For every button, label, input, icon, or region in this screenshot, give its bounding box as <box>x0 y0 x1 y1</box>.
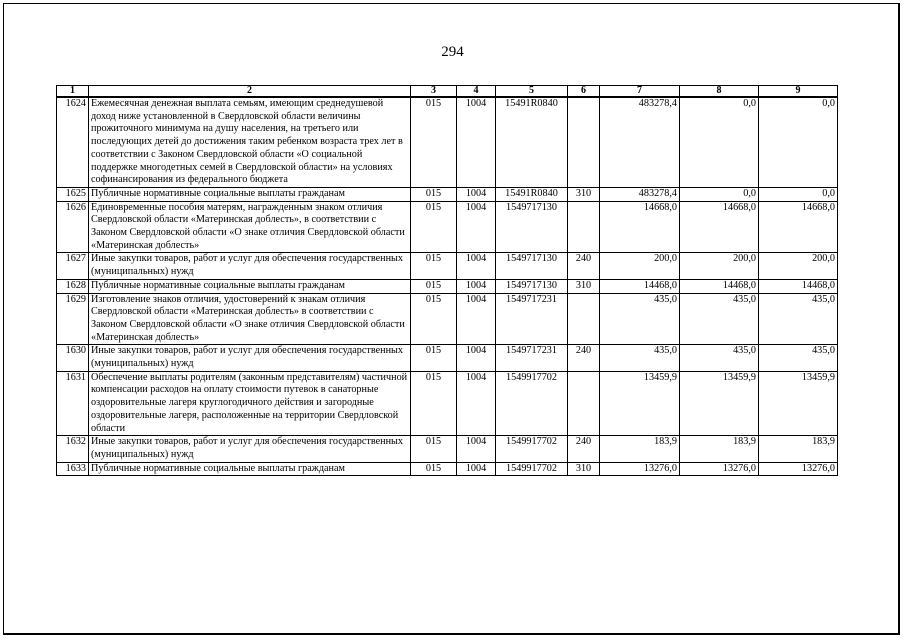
row-col9: 435,0 <box>759 345 838 371</box>
table-row <box>57 436 838 462</box>
row-col8: 0,0 <box>680 97 759 187</box>
table-row <box>57 253 838 279</box>
column-header: 7 <box>600 86 680 98</box>
row-number: 1629 <box>57 293 89 345</box>
row-number: 1632 <box>57 436 89 462</box>
row-col8: 0,0 <box>680 187 759 201</box>
row-col8: 435,0 <box>680 293 759 345</box>
row-col5: 1549717231 <box>496 293 568 345</box>
row-col6: 240 <box>568 253 600 279</box>
budget-table <box>56 85 838 476</box>
row-number: 1627 <box>57 253 89 279</box>
row-number: 1631 <box>57 371 89 436</box>
row-description: Ежемесячная денежная выплата семьям, имеющим среднедушевой доход ниже установленной в Свердловской области величины прожиточного минимума на душу населения, на третьего или последующих детей до достижения таким ребенком возраста трех лет в соответствии с Законом Свердловской области «О социальной поддержке многодетных семей в Свердловской области» на условиях софинансирования из федерального бюджета <box>89 97 411 187</box>
row-col7: 14468,0 <box>600 279 680 293</box>
column-header: 6 <box>568 86 600 98</box>
row-col3: 015 <box>411 345 457 371</box>
row-col9: 13459,9 <box>759 371 838 436</box>
row-col7: 13459,9 <box>600 371 680 436</box>
row-number: 1630 <box>57 345 89 371</box>
row-col6 <box>568 201 600 253</box>
table-row <box>57 345 838 371</box>
column-header: 2 <box>89 86 411 98</box>
row-col4: 1004 <box>457 293 496 345</box>
row-description: Иные закупки товаров, работ и услуг для обеспечения государственных (муниципальных) нужд <box>89 345 411 371</box>
row-col7: 435,0 <box>600 293 680 345</box>
row-col3: 015 <box>411 462 457 476</box>
row-col5: 15491R0840 <box>496 97 568 187</box>
row-col7: 183,9 <box>600 436 680 462</box>
row-description: Обеспечение выплаты родителям (законным представителям) частичной компенсации расходов на оплату стоимости путевок в санаторные оздоровительные лагеря круглогодичного действия и загородные оздоровительные лагеря, расположенные на территории Свердловской области <box>89 371 411 436</box>
row-col9: 14668,0 <box>759 201 838 253</box>
row-number: 1624 <box>57 97 89 187</box>
row-col4: 1004 <box>457 97 496 187</box>
row-col5: 1549717130 <box>496 201 568 253</box>
column-header: 3 <box>411 86 457 98</box>
row-col8: 14668,0 <box>680 201 759 253</box>
row-col6: 310 <box>568 187 600 201</box>
column-header: 8 <box>680 86 759 98</box>
row-col8: 13459,9 <box>680 371 759 436</box>
row-col4: 1004 <box>457 279 496 293</box>
row-col3: 015 <box>411 293 457 345</box>
table-header-row <box>57 86 838 98</box>
row-col4: 1004 <box>457 436 496 462</box>
row-col9: 14468,0 <box>759 279 838 293</box>
table-row <box>57 279 838 293</box>
row-col6 <box>568 97 600 187</box>
row-col4: 1004 <box>457 253 496 279</box>
row-col7: 483278,4 <box>600 187 680 201</box>
row-col5: 1549917702 <box>496 436 568 462</box>
row-description: Иные закупки товаров, работ и услуг для обеспечения государственных (муниципальных) нужд <box>89 253 411 279</box>
row-col4: 1004 <box>457 187 496 201</box>
row-col8: 435,0 <box>680 345 759 371</box>
row-col4: 1004 <box>457 345 496 371</box>
row-col6 <box>568 293 600 345</box>
column-header: 1 <box>57 86 89 98</box>
row-col5: 1549717130 <box>496 253 568 279</box>
table-row <box>57 187 838 201</box>
row-col9: 183,9 <box>759 436 838 462</box>
row-col8: 200,0 <box>680 253 759 279</box>
row-number: 1633 <box>57 462 89 476</box>
row-description: Иные закупки товаров, работ и услуг для обеспечения государственных (муниципальных) нужд <box>89 436 411 462</box>
row-col9: 13276,0 <box>759 462 838 476</box>
table-row <box>57 462 838 476</box>
table-row <box>57 371 838 436</box>
row-col7: 14668,0 <box>600 201 680 253</box>
row-col4: 1004 <box>457 201 496 253</box>
column-header: 4 <box>457 86 496 98</box>
table-row <box>57 201 838 253</box>
column-header: 9 <box>759 86 838 98</box>
table-row <box>57 97 838 187</box>
row-col3: 015 <box>411 253 457 279</box>
row-col6 <box>568 371 600 436</box>
row-col6: 240 <box>568 345 600 371</box>
row-description: Публичные нормативные социальные выплаты гражданам <box>89 187 411 201</box>
row-col5: 1549917702 <box>496 462 568 476</box>
column-header: 5 <box>496 86 568 98</box>
row-col4: 1004 <box>457 371 496 436</box>
page-number: 294 <box>441 44 464 60</box>
row-col9: 200,0 <box>759 253 838 279</box>
row-col6: 240 <box>568 436 600 462</box>
row-col3: 015 <box>411 97 457 187</box>
row-col9: 0,0 <box>759 97 838 187</box>
row-col5: 15491R0840 <box>496 187 568 201</box>
row-col4: 1004 <box>457 462 496 476</box>
row-col9: 435,0 <box>759 293 838 345</box>
table-row <box>57 293 838 345</box>
row-col5: 1549917702 <box>496 371 568 436</box>
row-col3: 015 <box>411 279 457 293</box>
row-description: Публичные нормативные социальные выплаты гражданам <box>89 462 411 476</box>
row-number: 1626 <box>57 201 89 253</box>
row-col7: 200,0 <box>600 253 680 279</box>
row-col8: 13276,0 <box>680 462 759 476</box>
row-col5: 1549717130 <box>496 279 568 293</box>
row-col3: 015 <box>411 371 457 436</box>
row-col6: 310 <box>568 279 600 293</box>
row-col7: 483278,4 <box>600 97 680 187</box>
row-col9: 0,0 <box>759 187 838 201</box>
row-col8: 183,9 <box>680 436 759 462</box>
row-col3: 015 <box>411 187 457 201</box>
row-col7: 435,0 <box>600 345 680 371</box>
row-col6: 310 <box>568 462 600 476</box>
row-col3: 015 <box>411 436 457 462</box>
row-number: 1625 <box>57 187 89 201</box>
row-description: Единовременные пособия матерям, награжденным знаком отличия Свердловской области «Материнская доблесть», в соответствии с Законом Свердловской области «О знаке отличия Свердловской области «Материнская доблесть» <box>89 201 411 253</box>
row-description: Изготовление знаков отличия, удостоверений к знакам отличия Свердловской области «Материнская доблесть» в соответствии с Законом Свердловской области «О знаке отличия Свердловской области «Материнская доблесть» <box>89 293 411 345</box>
row-col5: 1549717231 <box>496 345 568 371</box>
row-col8: 14468,0 <box>680 279 759 293</box>
row-col7: 13276,0 <box>600 462 680 476</box>
row-col3: 015 <box>411 201 457 253</box>
row-number: 1628 <box>57 279 89 293</box>
row-description: Публичные нормативные социальные выплаты гражданам <box>89 279 411 293</box>
